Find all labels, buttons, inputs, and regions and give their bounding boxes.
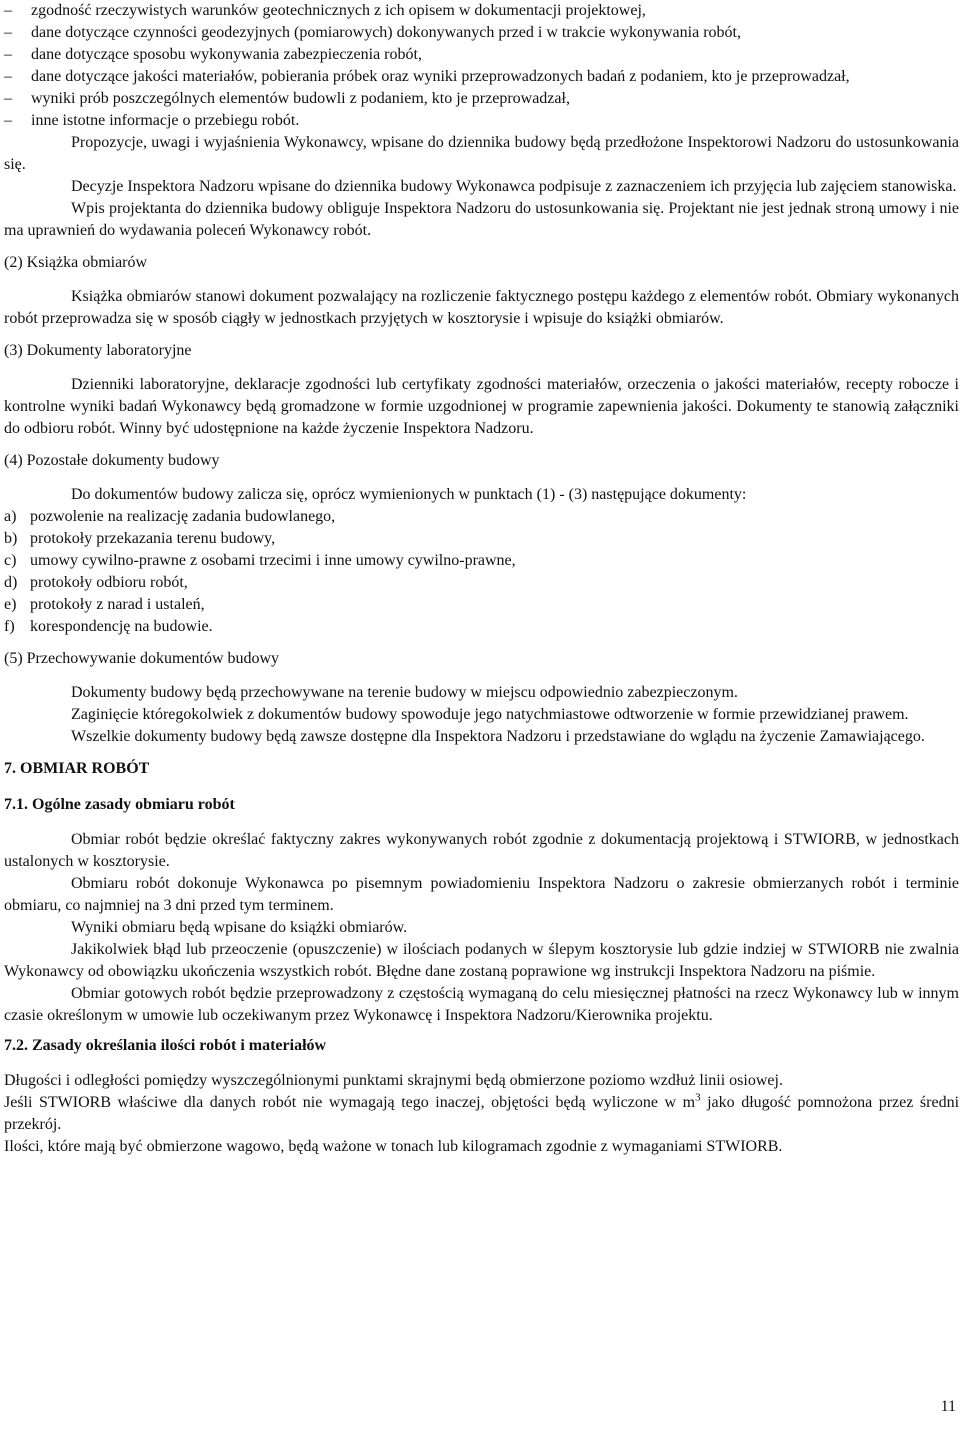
documents-list [4,506,959,638]
paragraph: Zaginięcie któregokolwiek z dokumentów budowy spowoduje jego natychmiastowe odtworzenie w formie przewidzianej prawem. [71,706,909,723]
paragraph: Obmiaru robót dokonuje Wykonawca po pisemnym powiadomieniu Inspektora Nadzoru o zakresie obmierzanych robót i terminie obmiaru, co najmniej na 3 dni przed tym terminem. [4,875,959,914]
paragraph: Wyniki obmiaru będą wpisane do książki obmiarów. [71,919,408,936]
superscript: 3 [695,1091,701,1104]
paragraph: Wpis projektanta do dziennika budowy obliguje Inspektora Nadzoru do ustosunkowania się. Projektant nie jest jednak stroną umowy i nie ma uprawnień do wydawania poleceń Wykonawcy robót. [4,200,959,239]
list-item: c) umowy cywilno-prawne z osobami trzecimi i inne umowy cywilno-prawne, [4,552,516,569]
paragraph: Długości i odległości pomiędzy wyszczególnionymi punktami skrajnymi będą obmierzone poziomo wzdłuż linii osiowej. [4,1072,783,1089]
dash-bullet: – [4,2,12,19]
list-item: e) protokoły z narad i ustaleń, [4,596,205,613]
dash-bullet: – [4,68,12,85]
list-item: b) protokoły przekazania terenu budowy, [4,530,276,547]
section-title: (4) Pozostałe dokumenty budowy [4,452,220,469]
dash-bullet: – [4,24,12,41]
paragraph: Obmiar gotowych robót będzie przeprowadzony z częstością wymaganą do celu miesięcznej płatności na rzecz Wykonawcy lub w innym czasie określonym w umowie lub oczekiwanym przez Wykonawcę i Inspektora Nadzoru/Kierownika projektu. [4,985,959,1024]
list-item: – dane dotyczące czynności geodezyjnych (pomiarowych) dokonywanych przed i w trakcie wykonywania robót, [4,22,959,44]
list-item: f) korespondencję na budowie. [4,618,213,635]
document-page [4,0,959,1158]
list-item: – inne istotne informacje o przebiegu robót. [4,110,959,132]
paragraph: Książka obmiarów stanowi dokument pozwalający na rozliczenie faktycznego postępu każdego z elementów robót. Obmiary wykonanych robót przeprowadza się w sposób ciągły w jednostkach przyjętych w kosztorysie i wpisuje do książki obmiarów. [4,288,959,327]
list-item: – zgodność rzeczywistych warunków geotechnicznych z ich opisem w dokumentacji projektowej, [4,0,959,22]
page-number: 11 [940,1398,956,1415]
paragraph: Obmiar robót będzie określać faktyczny zakres wykonywanych robót zgodnie z dokumentacją projektową i STWIORB, w jednostkach ustalonych w kosztorysie. [4,831,959,870]
paragraph: Propozycje, uwagi i wyjaśnienia Wykonawcy, wpisane do dziennika budowy będą przedłożone Inspektorowi Nadzoru do ustosunkowania się. [4,134,959,173]
paragraph: Do dokumentów budowy zalicza się, oprócz wymienionych w punktach (1) - (3) następujące dokumenty: [71,486,747,503]
dash-bullet: – [4,90,12,107]
section-title: (3) Dokumenty laboratoryjne [4,342,192,359]
dash-bullet: – [4,112,12,129]
list-item: – dane dotyczące jakości materiałów, pobierania próbek oraz wyniki przeprowadzonych badań z podaniem, kto je przeprowadzał, [4,66,959,88]
chapter-heading: 7. OBMIAR ROBÓT [4,760,150,777]
section-title: (2) Książka obmiarów [4,254,148,271]
subsection-heading: 7.2. Zasady określania ilości robót i materiałów [4,1037,327,1054]
paragraph: Decyzje Inspektora Nadzoru wpisane do dziennika budowy Wykonawca podpisuje z zaznaczeniem ich przyjęcia lub zajęciem stanowiska. [71,178,957,195]
paragraph: Ilości, które mają być obmierzone wagowo, będą ważone w tonach lub kilogramach zgodnie z wymaganiami STWIORB. [4,1138,783,1155]
paragraph: Wszelkie dokumenty budowy będą zawsze dostępne dla Inspektora Nadzoru i przedstawiane do wglądu na życzenie Zamawiającego. [71,728,925,745]
paragraph: Jeśli STWIORB właściwe dla danych robót nie wymagają tego inaczej, objętości będą wyliczone w $m^3$ jako długość pomnożona przez średni przekrój. [4,1091,960,1133]
dash-bullet: – [4,46,12,63]
subsection-heading: 7.1. Ogólne zasady obmiaru robót [4,796,235,813]
list-item: – wyniki prób poszczególnych elementów budowli z podaniem, kto je przeprowadzał, [4,88,959,110]
paragraph: Jakikolwiek błąd lub przeoczenie (opuszczenie) w ilościach podanych w ślepym kosztorysie lub gdzie indziej w STWIORB nie zwalnia Wykonawcy od obowiązku ukończenia wszystkich robót. Błędne dane zostaną poprawione wg instrukcji Inspektora Nadzoru na piśmie. [4,941,959,980]
diary-entries-list [4,0,959,132]
paragraph: Dokumenty budowy będą przechowywane na terenie budowy w miejscu odpowiednio zabezpieczonym. [71,684,738,701]
list-item: d) protokoły odbioru robót, [4,574,188,591]
list-item: – dane dotyczące sposobu wykonywania zabezpieczenia robót, [4,44,959,66]
list-item: a) pozwolenie na realizację zadania budowlanego, [4,508,336,525]
paragraph: Dzienniki laboratoryjne, deklaracje zgodności lub certyfikaty zgodności materiałów, orzeczenia o jakości materiałów, recepty robocze i kontrolne wyniki badań Wykonawcy będą gromadzone w formie uzgodnionej w programie zapewnienia jakości. Dokumenty te stanowią załączniki do odbioru robót. Winny być udostępnione na każde życzenie Inspektora Nadzoru. [4,376,959,437]
section-title: (5) Przechowywanie dokumentów budowy [4,650,280,667]
